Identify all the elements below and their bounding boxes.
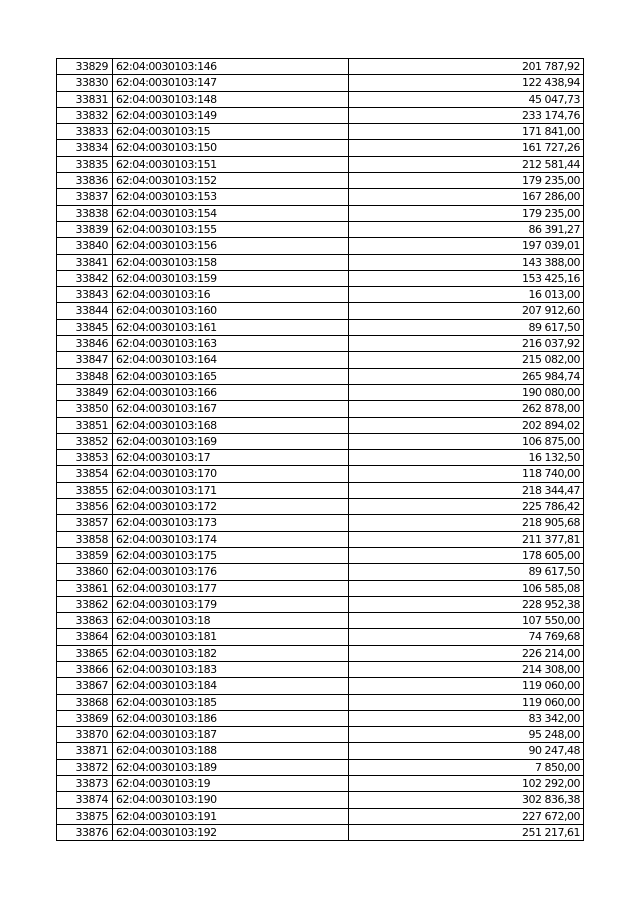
table-row (57, 531, 584, 547)
cadastral-number-cell: 62:04:0030103:166 (113, 384, 349, 400)
cadastral-number-cell: 62:04:0030103:191 (113, 808, 349, 824)
cadastral-number-cell: 62:04:0030103:158 (113, 254, 349, 270)
value-cell: 106 875,00 (349, 433, 584, 449)
value-cell: 251 217,61 (349, 824, 584, 840)
table-row (57, 124, 584, 140)
table-row (57, 515, 584, 531)
cadastral-number-cell: 62:04:0030103:151 (113, 156, 349, 172)
table-row (57, 808, 584, 824)
table-row (57, 336, 584, 352)
row-number-cell: 33841 (57, 254, 113, 270)
cadastral-number-cell: 62:04:0030103:150 (113, 140, 349, 156)
table-row (57, 417, 584, 433)
cadastral-number-cell: 62:04:0030103:188 (113, 743, 349, 759)
table-row (57, 450, 584, 466)
value-cell: 211 377,81 (349, 531, 584, 547)
cadastral-number-cell: 62:04:0030103:177 (113, 580, 349, 596)
cadastral-number-cell: 62:04:0030103:18 (113, 613, 349, 629)
table-row (57, 710, 584, 726)
table-row (57, 270, 584, 286)
cadastral-number-cell: 62:04:0030103:168 (113, 417, 349, 433)
value-cell: 106 585,08 (349, 580, 584, 596)
row-number-cell: 33848 (57, 368, 113, 384)
table-row (57, 254, 584, 270)
row-number-cell: 33831 (57, 91, 113, 107)
row-number-cell: 33834 (57, 140, 113, 156)
row-number-cell: 33857 (57, 515, 113, 531)
row-number-cell: 33874 (57, 792, 113, 808)
row-number-cell: 33868 (57, 694, 113, 710)
table-row (57, 156, 584, 172)
cadastral-number-cell: 62:04:0030103:176 (113, 564, 349, 580)
table-row (57, 482, 584, 498)
cadastral-number-cell: 62:04:0030103:175 (113, 547, 349, 563)
table-row (57, 776, 584, 792)
row-number-cell: 33843 (57, 287, 113, 303)
row-number-cell: 33873 (57, 776, 113, 792)
value-cell: 102 292,00 (349, 776, 584, 792)
cadastral-number-cell: 62:04:0030103:172 (113, 499, 349, 515)
table-row (57, 743, 584, 759)
value-cell: 86 391,27 (349, 221, 584, 237)
value-cell: 179 235,00 (349, 205, 584, 221)
value-cell: 167 286,00 (349, 189, 584, 205)
table-row (57, 221, 584, 237)
row-number-cell: 33832 (57, 107, 113, 123)
table-body (57, 59, 584, 841)
cadastral-number-cell: 62:04:0030103:182 (113, 645, 349, 661)
value-cell: 262 878,00 (349, 401, 584, 417)
cadastral-number-cell: 62:04:0030103:169 (113, 433, 349, 449)
row-number-cell: 33851 (57, 417, 113, 433)
cadastral-number-cell: 62:04:0030103:161 (113, 319, 349, 335)
cadastral-number-cell: 62:04:0030103:146 (113, 59, 349, 75)
row-number-cell: 33829 (57, 59, 113, 75)
value-cell: 265 984,74 (349, 368, 584, 384)
row-number-cell: 33876 (57, 824, 113, 840)
value-cell: 122 438,94 (349, 75, 584, 91)
table-row (57, 368, 584, 384)
table-row (57, 205, 584, 221)
row-number-cell: 33871 (57, 743, 113, 759)
cadastral-number-cell: 62:04:0030103:184 (113, 678, 349, 694)
table-row (57, 173, 584, 189)
value-cell: 143 388,00 (349, 254, 584, 270)
table-row (57, 287, 584, 303)
table-row (57, 91, 584, 107)
value-cell: 197 039,01 (349, 238, 584, 254)
value-cell: 153 425,16 (349, 270, 584, 286)
cadastral-number-cell: 62:04:0030103:19 (113, 776, 349, 792)
cadastral-number-cell: 62:04:0030103:174 (113, 531, 349, 547)
value-cell: 233 174,76 (349, 107, 584, 123)
value-cell: 225 786,42 (349, 499, 584, 515)
value-cell: 218 905,68 (349, 515, 584, 531)
row-number-cell: 33852 (57, 433, 113, 449)
cadastral-number-cell: 62:04:0030103:149 (113, 107, 349, 123)
row-number-cell: 33858 (57, 531, 113, 547)
table-row (57, 401, 584, 417)
value-cell: 7 850,00 (349, 759, 584, 775)
document-page (56, 58, 584, 841)
table-row (57, 384, 584, 400)
value-cell: 178 605,00 (349, 547, 584, 563)
row-number-cell: 33840 (57, 238, 113, 254)
cadastral-number-cell: 62:04:0030103:164 (113, 352, 349, 368)
row-number-cell: 33833 (57, 124, 113, 140)
cadastral-number-cell: 62:04:0030103:189 (113, 759, 349, 775)
row-number-cell: 33861 (57, 580, 113, 596)
value-cell: 214 308,00 (349, 661, 584, 677)
value-cell: 228 952,38 (349, 596, 584, 612)
table-row (57, 319, 584, 335)
value-cell: 161 727,26 (349, 140, 584, 156)
cadastral-number-cell: 62:04:0030103:186 (113, 710, 349, 726)
row-number-cell: 33838 (57, 205, 113, 221)
row-number-cell: 33872 (57, 759, 113, 775)
value-cell: 74 769,68 (349, 629, 584, 645)
row-number-cell: 33856 (57, 499, 113, 515)
cadastral-number-cell: 62:04:0030103:148 (113, 91, 349, 107)
table-row (57, 678, 584, 694)
value-cell: 202 894,02 (349, 417, 584, 433)
cadastral-number-cell: 62:04:0030103:192 (113, 824, 349, 840)
value-cell: 201 787,92 (349, 59, 584, 75)
row-number-cell: 33869 (57, 710, 113, 726)
value-cell: 226 214,00 (349, 645, 584, 661)
table-row (57, 433, 584, 449)
row-number-cell: 33845 (57, 319, 113, 335)
value-cell: 179 235,00 (349, 173, 584, 189)
table-row (57, 613, 584, 629)
table-row (57, 59, 584, 75)
row-number-cell: 33839 (57, 221, 113, 237)
table-row (57, 303, 584, 319)
table-row (57, 629, 584, 645)
cadastral-number-cell: 62:04:0030103:187 (113, 727, 349, 743)
table-row (57, 238, 584, 254)
value-cell: 45 047,73 (349, 91, 584, 107)
row-number-cell: 33830 (57, 75, 113, 91)
row-number-cell: 33862 (57, 596, 113, 612)
value-cell: 215 082,00 (349, 352, 584, 368)
cadastral-number-cell: 62:04:0030103:183 (113, 661, 349, 677)
cadastral-number-cell: 62:04:0030103:179 (113, 596, 349, 612)
value-cell: 89 617,50 (349, 319, 584, 335)
cadastral-number-cell: 62:04:0030103:181 (113, 629, 349, 645)
cadastral-number-cell: 62:04:0030103:15 (113, 124, 349, 140)
cadastral-number-cell: 62:04:0030103:155 (113, 221, 349, 237)
table-row (57, 564, 584, 580)
row-number-cell: 33866 (57, 661, 113, 677)
row-number-cell: 33867 (57, 678, 113, 694)
value-cell: 302 836,38 (349, 792, 584, 808)
cadastral-number-cell: 62:04:0030103:159 (113, 270, 349, 286)
table-row (57, 189, 584, 205)
table-row (57, 499, 584, 515)
table-row (57, 140, 584, 156)
row-number-cell: 33860 (57, 564, 113, 580)
table-row (57, 645, 584, 661)
value-cell: 83 342,00 (349, 710, 584, 726)
row-number-cell: 33875 (57, 808, 113, 824)
table-row (57, 824, 584, 840)
row-number-cell: 33842 (57, 270, 113, 286)
value-cell: 118 740,00 (349, 466, 584, 482)
row-number-cell: 33864 (57, 629, 113, 645)
table-row (57, 466, 584, 482)
value-cell: 107 550,00 (349, 613, 584, 629)
table-row (57, 759, 584, 775)
table-row (57, 661, 584, 677)
cadastral-number-cell: 62:04:0030103:170 (113, 466, 349, 482)
cadastral-number-cell: 62:04:0030103:171 (113, 482, 349, 498)
value-cell: 171 841,00 (349, 124, 584, 140)
value-cell: 207 912,60 (349, 303, 584, 319)
row-number-cell: 33836 (57, 173, 113, 189)
cadastral-number-cell: 62:04:0030103:147 (113, 75, 349, 91)
value-cell: 95 248,00 (349, 727, 584, 743)
row-number-cell: 33853 (57, 450, 113, 466)
row-number-cell: 33849 (57, 384, 113, 400)
row-number-cell: 33835 (57, 156, 113, 172)
cadastral-number-cell: 62:04:0030103:17 (113, 450, 349, 466)
value-cell: 90 247,48 (349, 743, 584, 759)
value-cell: 216 037,92 (349, 336, 584, 352)
value-cell: 16 132,50 (349, 450, 584, 466)
value-cell: 16 013,00 (349, 287, 584, 303)
value-cell: 218 344,47 (349, 482, 584, 498)
table-row (57, 694, 584, 710)
value-cell: 212 581,44 (349, 156, 584, 172)
cadastral-number-cell: 62:04:0030103:153 (113, 189, 349, 205)
value-cell: 119 060,00 (349, 694, 584, 710)
value-cell: 227 672,00 (349, 808, 584, 824)
row-number-cell: 33837 (57, 189, 113, 205)
table-row (57, 580, 584, 596)
table-row (57, 727, 584, 743)
value-cell: 119 060,00 (349, 678, 584, 694)
row-number-cell: 33846 (57, 336, 113, 352)
cadastral-number-cell: 62:04:0030103:173 (113, 515, 349, 531)
cadastral-number-cell: 62:04:0030103:160 (113, 303, 349, 319)
value-cell: 190 080,00 (349, 384, 584, 400)
cadastral-number-cell: 62:04:0030103:156 (113, 238, 349, 254)
row-number-cell: 33844 (57, 303, 113, 319)
cadastral-number-cell: 62:04:0030103:152 (113, 173, 349, 189)
table-row (57, 547, 584, 563)
row-number-cell: 33863 (57, 613, 113, 629)
table-row (57, 596, 584, 612)
cadastral-number-cell: 62:04:0030103:16 (113, 287, 349, 303)
cadastral-number-cell: 62:04:0030103:154 (113, 205, 349, 221)
table-row (57, 75, 584, 91)
row-number-cell: 33847 (57, 352, 113, 368)
row-number-cell: 33854 (57, 466, 113, 482)
cadastral-number-cell: 62:04:0030103:163 (113, 336, 349, 352)
row-number-cell: 33865 (57, 645, 113, 661)
table-row (57, 792, 584, 808)
value-cell: 89 617,50 (349, 564, 584, 580)
row-number-cell: 33855 (57, 482, 113, 498)
cadastral-number-cell: 62:04:0030103:165 (113, 368, 349, 384)
row-number-cell: 33859 (57, 547, 113, 563)
cadastral-number-cell: 62:04:0030103:190 (113, 792, 349, 808)
cadastral-number-cell: 62:04:0030103:167 (113, 401, 349, 417)
row-number-cell: 33850 (57, 401, 113, 417)
cadastral-value-table (56, 58, 584, 841)
cadastral-number-cell: 62:04:0030103:185 (113, 694, 349, 710)
table-row (57, 352, 584, 368)
row-number-cell: 33870 (57, 727, 113, 743)
table-row (57, 107, 584, 123)
